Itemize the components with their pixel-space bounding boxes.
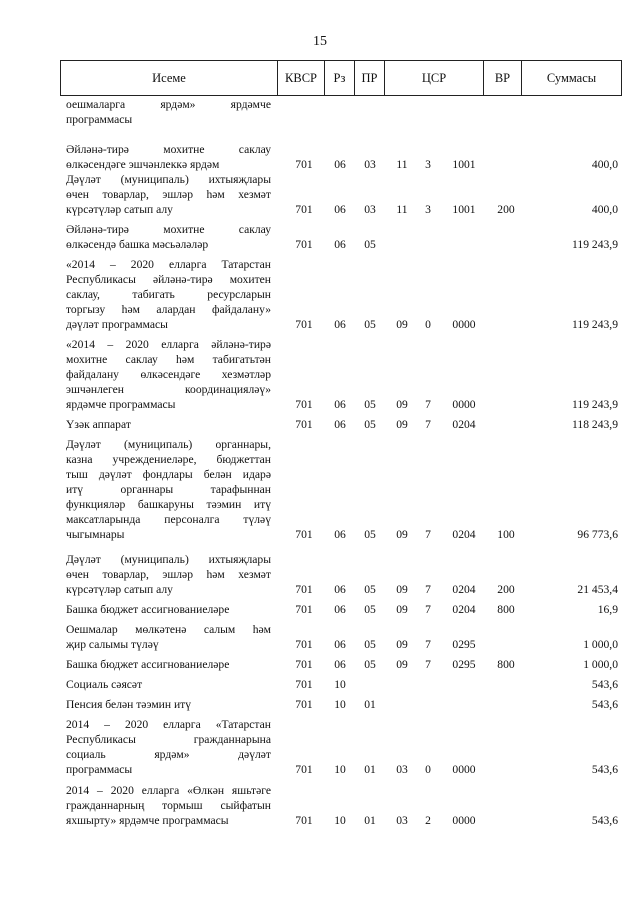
cell-c2: 7: [425, 418, 431, 431]
row-name-line: мохитне саклау һәм табигатьтән: [66, 353, 271, 366]
cell-pr: 05: [364, 583, 376, 596]
row-name-line: Социаль сәясәт: [66, 678, 143, 691]
row-name-line: социаль ярдәм» дәүләт: [66, 748, 271, 761]
row-name-line: Республикасы әйләнә-тирә мохитен: [66, 273, 271, 286]
row-name: [66, 657, 271, 672]
row-name-line: торгызу һәм алардан файдалану»: [66, 303, 271, 316]
cell-rz: 10: [334, 698, 346, 711]
row-name-line: максатларында персоналга түләү: [66, 513, 271, 526]
cell-pr: 03: [364, 203, 376, 216]
header-vr: ВР: [484, 61, 522, 95]
cell-rz: 06: [334, 583, 346, 596]
cell-c3: 1001: [452, 203, 476, 216]
cell-kvsr: 701: [295, 203, 313, 216]
cell-c2: 0: [425, 763, 431, 776]
cell-sum: 21 453,4: [577, 583, 618, 596]
cell-kvsr: 701: [295, 814, 313, 827]
cell-c3: 0204: [452, 418, 476, 431]
row-name: [66, 172, 271, 217]
cell-c1: 11: [396, 203, 408, 216]
row-name-line: яхшырту» ярдәмче программасы: [66, 814, 229, 827]
cell-kvsr: 701: [295, 318, 313, 331]
cell-c2: 3: [425, 203, 431, 216]
cell-c2: 2: [425, 814, 431, 827]
cell-pr: 05: [364, 398, 376, 411]
cell-c1: 09: [396, 418, 408, 431]
row-name-line: өлкәсендә башка мәсьәләләр: [66, 238, 209, 251]
cell-c2: 0: [425, 318, 431, 331]
row-name-line: өчен товарлар, эшләр һәм хезмәт: [66, 188, 271, 201]
cell-c2: 7: [425, 603, 431, 616]
row-name-line: җир салымы түләү: [66, 638, 159, 651]
cell-rz: 06: [334, 203, 346, 216]
row-name-line: казна учреждениеләре, бюджеттан: [66, 453, 271, 466]
cell-sum: 119 243,9: [572, 398, 618, 411]
header-sum: Суммасы: [546, 71, 597, 85]
row-name-line: 2014 – 2020 елларга «Өлкән яшьтәге: [66, 784, 271, 797]
row-name-line: программасы: [66, 763, 133, 776]
cell-rz: 10: [334, 763, 346, 776]
row-name-line: Оешмалар мөлкәтенә салым һәм: [66, 623, 271, 636]
cell-pr: 05: [364, 528, 376, 541]
cell-c3: 0204: [452, 583, 476, 596]
cell-c1: 09: [396, 603, 408, 616]
cell-sum: 16,9: [597, 603, 618, 616]
cell-vr: 800: [497, 658, 515, 671]
cell-c1: 09: [396, 528, 408, 541]
cell-rz: 06: [334, 238, 346, 251]
cell-kvsr: 701: [295, 638, 313, 651]
row-name-line: Пенсия белән тәэмин итү: [66, 698, 192, 711]
cell-rz: 06: [334, 158, 346, 171]
row-name: [66, 222, 271, 252]
cell-kvsr: 701: [295, 158, 313, 171]
row-name-line: күрсәтүләр сатып алу: [66, 203, 173, 216]
cell-sum: 543,6: [591, 763, 618, 776]
cell-rz: 06: [334, 658, 346, 671]
cell-c2: 7: [425, 658, 431, 671]
cell-sum: 543,6: [591, 814, 618, 827]
cell-c3: 0204: [452, 603, 476, 616]
cell-rz: 06: [334, 318, 346, 331]
cell-pr: 01: [364, 814, 376, 827]
cell-kvsr: 701: [295, 398, 313, 411]
cell-c1: 11: [396, 158, 408, 171]
cell-c1: 09: [396, 398, 408, 411]
cell-kvsr: 701: [295, 658, 313, 671]
header-rz: Рз: [325, 61, 355, 95]
cell-rz: 06: [334, 638, 346, 651]
cell-vr: 200: [497, 583, 515, 596]
row-name: [66, 602, 271, 617]
cell-sum: 543,6: [591, 678, 618, 691]
cell-c1: 09: [396, 318, 408, 331]
cell-c1: 09: [396, 583, 408, 596]
row-name-line: оешмаларга ярдәм» ярдәмче: [66, 98, 271, 111]
row-name: [66, 697, 271, 712]
row-name-line: ярдәмче программасы: [66, 398, 176, 411]
cell-c2: 7: [425, 398, 431, 411]
row-name-line: Әйләнә-тирә мохитне саклау: [66, 143, 271, 156]
row-name-line: Башка бюджет ассигнованиеләре: [66, 603, 230, 616]
cell-sum: 543,6: [591, 698, 618, 711]
cell-c2: 7: [425, 638, 431, 651]
cell-rz: 06: [334, 418, 346, 431]
row-name-line: Республикасы гражданнарына: [66, 733, 271, 746]
cell-c3: 1001: [452, 158, 476, 171]
cell-kvsr: 701: [295, 603, 313, 616]
row-name: [66, 417, 271, 432]
row-name-line: Дәүләт (муниципаль) ихтыяҗлары: [66, 553, 271, 566]
cell-vr: 100: [497, 528, 515, 541]
row-name-line: Дәүләт (муниципаль) ихтыяҗлары: [66, 173, 271, 186]
cell-c2: 3: [425, 158, 431, 171]
row-name: [66, 142, 271, 172]
cell-c2: 7: [425, 528, 431, 541]
row-name-line: Әйләнә-тирә мохитне саклау: [66, 223, 271, 236]
row-name-line: чыгымнары: [66, 528, 125, 541]
row-name: [66, 552, 271, 597]
row-name: [66, 97, 271, 127]
cell-pr: 05: [364, 318, 376, 331]
cell-c1: 03: [396, 763, 408, 776]
cell-pr: 05: [364, 638, 376, 651]
cell-kvsr: 701: [295, 238, 313, 251]
cell-pr: 01: [364, 698, 376, 711]
cell-sum: 119 243,9: [572, 238, 618, 251]
row-name: [66, 337, 271, 412]
cell-pr: 05: [364, 238, 376, 251]
cell-pr: 05: [364, 418, 376, 431]
cell-c3: 0000: [452, 814, 476, 827]
cell-rz: 06: [334, 528, 346, 541]
row-name-line: итү органнары тарафыннан: [66, 483, 271, 496]
cell-sum: 1 000,0: [583, 638, 618, 651]
row-name: [66, 783, 271, 828]
cell-rz: 10: [334, 678, 346, 691]
cell-c1: 03: [396, 814, 408, 827]
cell-c3: 0295: [452, 638, 476, 651]
row-name: [66, 717, 271, 777]
row-name-line: саклау, табигать ресурсларын: [66, 288, 271, 301]
cell-pr: 03: [364, 158, 376, 171]
row-name-line: функцияләр башкаруны тәэмин итү: [66, 498, 271, 511]
row-name-line: файдалану өлкәсендәге хезмәтләр: [66, 368, 271, 381]
cell-c1: 09: [396, 658, 408, 671]
row-name-line: 2014 – 2020 елларга «Татарстан: [66, 718, 271, 731]
cell-vr: 200: [497, 203, 515, 216]
cell-kvsr: 701: [295, 678, 313, 691]
cell-sum: 400,0: [591, 158, 618, 171]
row-name-line: дәүләт программасы: [66, 318, 168, 331]
row-name-line: өчен товарлар, эшләр һәм хезмәт: [66, 568, 271, 581]
row-name-line: гражданнарның тормыш сыйфатын: [66, 799, 271, 812]
row-name-line: Дәүләт (муниципаль) органнары,: [66, 438, 271, 451]
row-name: [66, 677, 271, 692]
cell-sum: 96 773,6: [577, 528, 618, 541]
page-number: 15: [313, 34, 327, 49]
cell-c2: 7: [425, 583, 431, 596]
cell-kvsr: 701: [295, 698, 313, 711]
row-name: [66, 437, 271, 542]
cell-kvsr: 701: [295, 528, 313, 541]
row-name-line: күрсәтүләр сатып алу: [66, 583, 173, 596]
row-name-line: өлкәсендәге эшчәнлеккә ярдәм: [66, 158, 220, 171]
row-name: [66, 257, 271, 332]
cell-vr: 800: [497, 603, 515, 616]
row-name-line: эшчәнлеген координацияләү»: [66, 383, 271, 396]
row-name-line: программасы: [66, 113, 133, 126]
cell-sum: 118 243,9: [572, 418, 618, 431]
cell-sum: 119 243,9: [572, 318, 618, 331]
cell-c3: 0000: [452, 398, 476, 411]
cell-kvsr: 701: [295, 418, 313, 431]
cell-rz: 06: [334, 398, 346, 411]
cell-c3: 0295: [452, 658, 476, 671]
cell-pr: 01: [364, 763, 376, 776]
row-name-line: Башка бюджет ассигнованиеләре: [66, 658, 230, 671]
row-name-line: Үзәк аппарат: [66, 418, 131, 431]
cell-sum: 400,0: [591, 203, 618, 216]
cell-c1: 09: [396, 638, 408, 651]
cell-rz: 06: [334, 603, 346, 616]
row-name-line: «2014 – 2020 елларга Татарстан: [66, 258, 271, 271]
cell-rz: 10: [334, 814, 346, 827]
header-kvsr: КВСР: [278, 61, 325, 95]
cell-kvsr: 701: [295, 583, 313, 596]
cell-kvsr: 701: [295, 763, 313, 776]
table-header: [60, 60, 622, 96]
cell-c3: 0000: [452, 318, 476, 331]
row-name: [66, 622, 271, 652]
cell-pr: 05: [364, 603, 376, 616]
header-name: Исеме: [61, 61, 278, 95]
cell-pr: 05: [364, 658, 376, 671]
cell-c3: 0000: [452, 763, 476, 776]
header-pr: ПР: [355, 61, 385, 95]
cell-c3: 0204: [452, 528, 476, 541]
header-csr: ЦСР: [385, 61, 484, 95]
row-name-line: тыш дәүләт фондлары белән идарә: [66, 468, 271, 481]
row-name-line: «2014 – 2020 елларга әйләнә-тирә: [66, 338, 271, 351]
cell-sum: 1 000,0: [583, 658, 618, 671]
